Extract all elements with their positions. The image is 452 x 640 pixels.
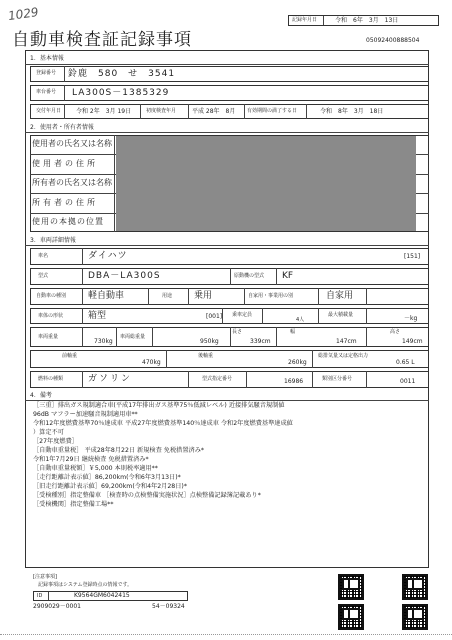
- remark-line: ［受検種別］指定整備車 ［検査時の点検整備実施状況］点検整備記録簿記載あり*: [33, 492, 261, 499]
- id-box: [33, 591, 188, 601]
- remark-line: ［自動車重量税額］￥5,000 本則税率適用**: [33, 465, 158, 472]
- base-location-label: 使用の本拠の位置: [32, 217, 104, 226]
- section-owner-info: 2．使用者・所有者情報: [30, 124, 94, 131]
- remark-line: ［受検機関］指定整備工場**: [33, 501, 114, 508]
- model-value: DBA－LA300S: [88, 271, 161, 281]
- rear-axle-value: 260kg: [288, 359, 307, 366]
- record-date-label: 記録年月日: [292, 17, 318, 23]
- remark-line: ［27年度燃費］: [33, 438, 78, 445]
- height-label: 高さ: [390, 329, 401, 335]
- weight-value: 730kg: [94, 338, 113, 345]
- length-label: 長さ: [232, 329, 243, 335]
- section-basic-info: 1．基本情報: [30, 55, 64, 62]
- width-value: 147cm: [336, 338, 357, 345]
- first-reg-label: 初度検査年月: [146, 108, 177, 114]
- length-value: 339cm: [250, 338, 271, 345]
- max-load-value: －kg: [404, 315, 418, 322]
- section-vehicle-info: 3．車両詳細情報: [30, 237, 76, 244]
- note-text: 記録事項はシステム登録時点の情報です。: [38, 582, 133, 588]
- reg-number-label: 登録番号: [36, 70, 57, 76]
- engine-label: 原動機の型式: [234, 273, 265, 279]
- left-code: 2909029－0001: [33, 603, 81, 610]
- spec-number-label: 型式指定番号: [202, 376, 233, 382]
- issue-date-value: 令和 2年 3月 19日: [76, 108, 132, 115]
- id-value: K9564GM6042415: [74, 592, 130, 599]
- type-value: 軽自動車: [88, 291, 125, 301]
- user-name-label: 使用者の氏名又は名称: [32, 139, 112, 148]
- shape-code: [001]: [206, 313, 223, 320]
- qr-code-4: [402, 604, 428, 630]
- axle-row: [30, 350, 429, 368]
- remark-line: 令和12年度燃費基準70％達成車 平成27年度燃費基準140％達成車 令和2年度燃費基準達成値: [33, 420, 293, 427]
- fuel-value: ガソリン: [88, 374, 133, 384]
- page-title: 自動車検査証記録事項: [12, 30, 192, 50]
- qr-code-1: [338, 574, 364, 600]
- engine-value: KF: [282, 271, 294, 281]
- remark-line: ［三重］排出ガス規制適合車(平成17年排出ガス基準75％低減レベル) 近接排気騒音規制値: [33, 402, 285, 409]
- private-label: 自家用・事業用の別: [248, 293, 294, 299]
- model-label: 型式: [38, 273, 49, 279]
- owner-name-label: 所有者の氏名又は名称: [32, 178, 112, 187]
- displacement-label: 総排気量又は定格出力: [318, 353, 369, 359]
- maker-label: 車名: [38, 253, 49, 259]
- maker-value: ダイハツ: [88, 251, 128, 261]
- fuel-label: 燃料の種類: [38, 376, 64, 382]
- remarks-block: [33, 403, 425, 513]
- remark-line: ［旧走行距離計表示値］69,200km(令和4年2月28日)*: [33, 483, 187, 490]
- remark-line: ［自動車重量税］ 平成28年8月22日 新規検査 免税措置済み*: [33, 447, 204, 454]
- width-label: 幅: [290, 329, 296, 335]
- right-code: 54－09324: [152, 603, 185, 610]
- height-value: 149cm: [402, 338, 423, 345]
- category-number-label: 類別区分番号: [322, 376, 353, 382]
- first-reg-value: 平成 28年 8月: [192, 108, 236, 115]
- section-remarks: 4．備考: [30, 392, 52, 399]
- remark-line: 令和1年7月29日 継続検査 免税措置済み*: [33, 456, 149, 463]
- max-load-label: 最大積載量: [328, 312, 354, 318]
- weight-label: 車両重量: [38, 334, 59, 340]
- capacity-label: 乗車定員: [232, 312, 253, 318]
- qr-code-2: [402, 574, 428, 600]
- vin-label: 車台番号: [36, 89, 57, 95]
- handwritten-number: 1029: [7, 4, 40, 24]
- remark-line: 96dB マフラー加速騒音規制適用車**: [33, 411, 138, 418]
- use-value: 乗用: [194, 291, 213, 301]
- remark-line: ）算定不可: [33, 429, 64, 436]
- capacity-value: 4人: [296, 317, 305, 323]
- gross-weight-value: 950kg: [200, 338, 219, 345]
- remark-line: ［走行距離計表示値］86,200km(令和6年3月13日)*: [33, 474, 181, 481]
- expiry-value: 令和 8年 3月 18日: [320, 108, 384, 115]
- gross-weight-label: 車両総重量: [120, 334, 146, 340]
- vin-value: LA300S－1385329: [72, 88, 170, 98]
- shape-value: 箱型: [88, 311, 107, 321]
- redacted-owner-area: [116, 136, 416, 231]
- record-date-value: 令和 6年 3月 13日: [335, 17, 399, 24]
- record-date-box: [288, 15, 439, 26]
- document-number: 05092400888504: [366, 37, 420, 44]
- type-label: 自動車の種別: [36, 293, 67, 299]
- expiry-label: 有効期間の満了する日: [247, 108, 298, 114]
- shape-label: 車体の形状: [38, 313, 64, 319]
- id-label: ID: [37, 593, 43, 599]
- front-axle-label: 前軸重: [62, 353, 78, 359]
- displacement-value: 0.65 L: [396, 359, 415, 366]
- owner-address-label: 所有者の住所: [32, 198, 98, 207]
- user-address-label: 使用者の住所: [32, 159, 98, 168]
- spec-number-value: 16986: [284, 378, 304, 385]
- maker-code: [151]: [404, 253, 421, 260]
- private-value: 自家用: [326, 291, 354, 301]
- category-number-value: 0011: [400, 378, 416, 385]
- note-title: [注意事項]: [33, 574, 57, 580]
- qr-code-3: [338, 604, 364, 630]
- reg-number-value: 鈴鹿 580 せ 3541: [68, 69, 176, 79]
- front-axle-value: 470kg: [142, 359, 161, 366]
- use-label: 用途: [162, 293, 173, 299]
- rear-axle-label: 後軸重: [198, 353, 214, 359]
- issue-date-label: 交付年月日: [36, 108, 62, 114]
